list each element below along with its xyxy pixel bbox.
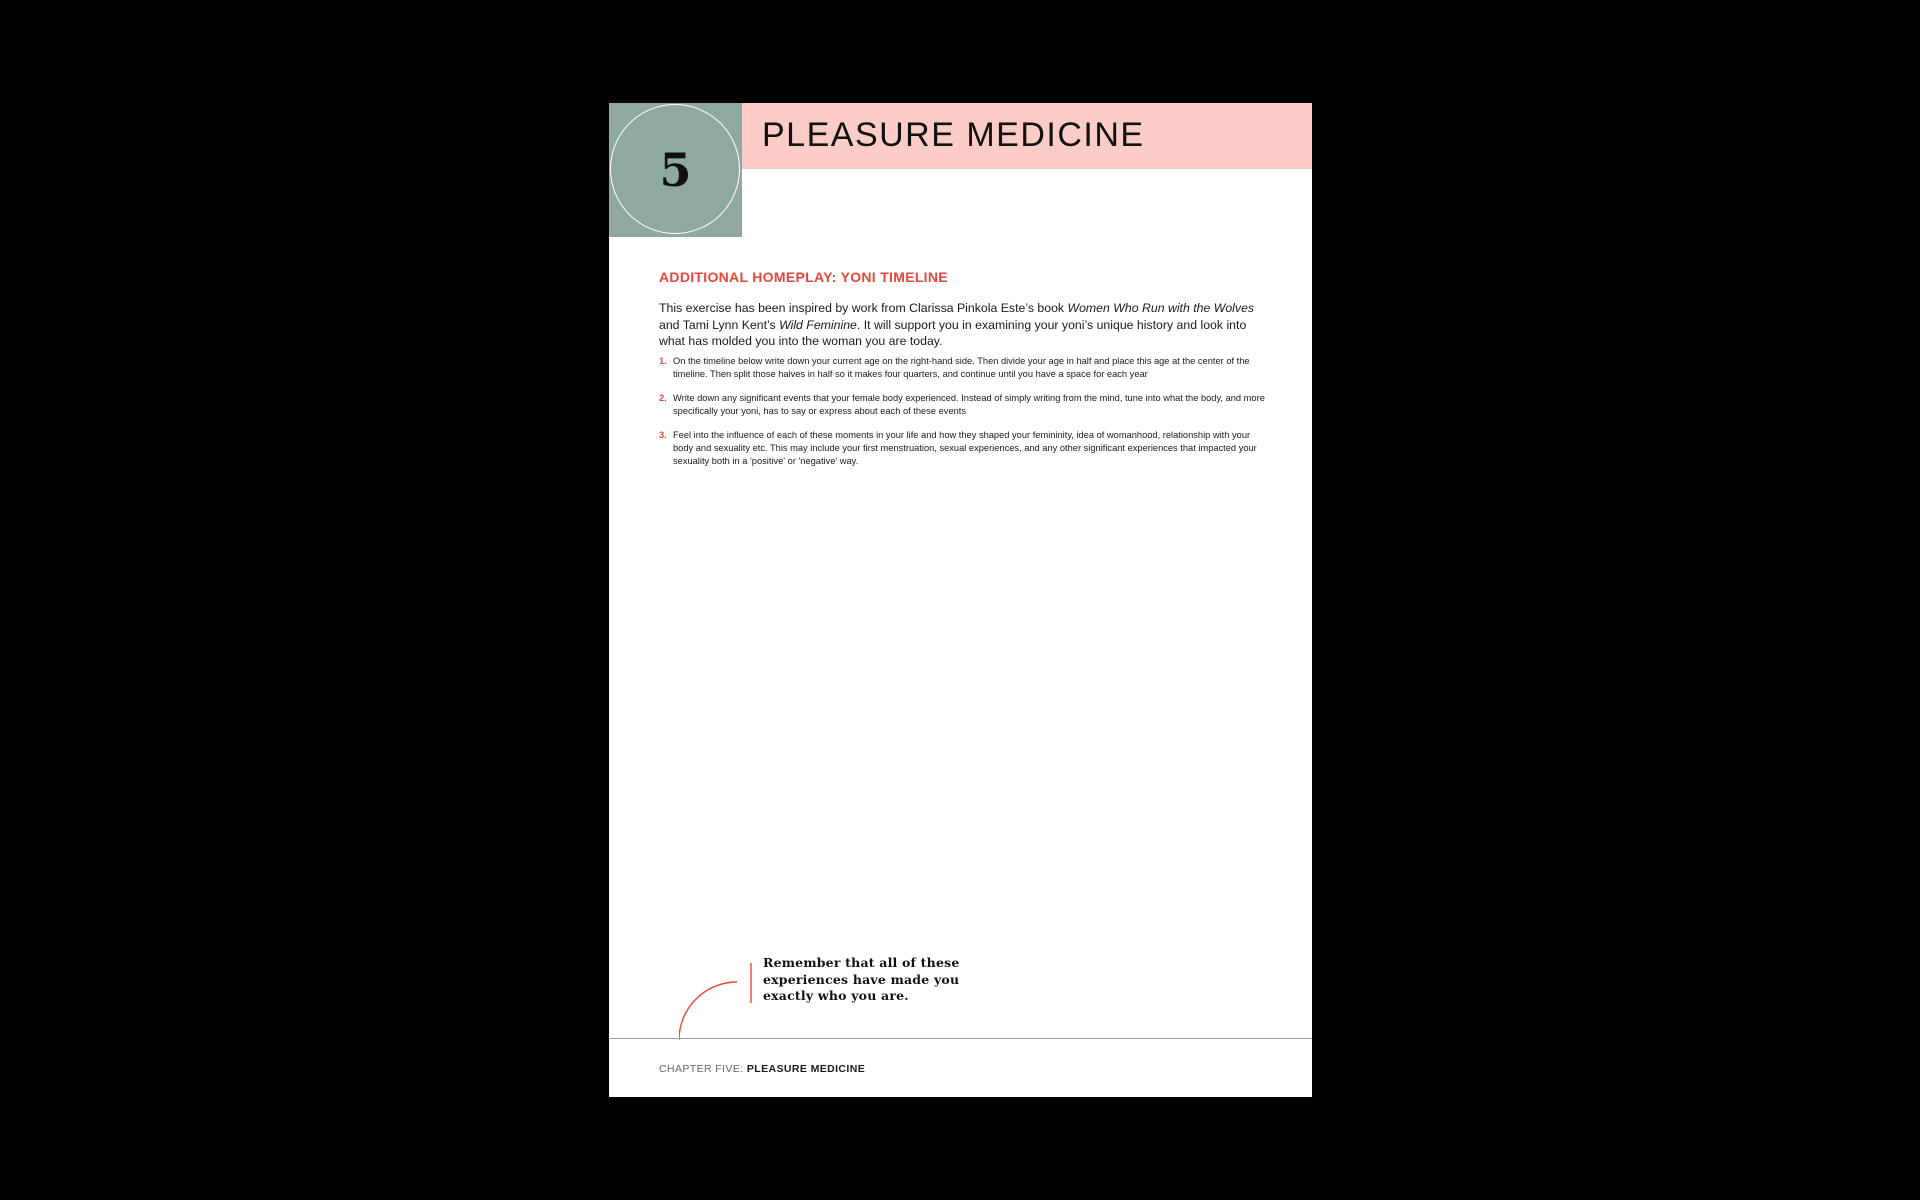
chapter-number: 5 xyxy=(659,143,692,197)
steps-list xyxy=(659,355,1271,479)
intro-text-part1: This exercise has been inspired by work from Clarissa Pinkola Este’s book xyxy=(659,301,1068,315)
document-page xyxy=(609,103,1312,1097)
step-number: 3. xyxy=(659,430,667,440)
step-item xyxy=(659,355,1271,381)
step-number: 2. xyxy=(659,393,667,403)
intro-paragraph xyxy=(659,300,1271,350)
intro-book-title-2: Wild Feminine xyxy=(779,317,857,332)
pull-quote: Remember that all of these experiences have made you exactly who you are. xyxy=(763,955,960,1003)
step-item xyxy=(659,392,1271,418)
intro-book-title-1: Women Who Run with the Wolves xyxy=(1067,301,1255,315)
footer-prefix: CHAPTER FIVE: xyxy=(659,1063,747,1075)
intro-text-part3: . It will support you in examining your yoni’s unique history and look into what has molded you into the woman you are today. xyxy=(659,317,1247,348)
step-item xyxy=(659,429,1271,468)
footer-divider xyxy=(609,1038,1312,1039)
section-heading: ADDITIONAL HOMEPLAY: YONI TIMELINE xyxy=(659,269,948,285)
intro-text-part2: and Tami Lynn Kent’s xyxy=(659,317,780,332)
chapter-number-block xyxy=(609,103,742,237)
step-text: On the timeline below write down your current age on the right-hand side. Then divide your age in half and place this age at the center of the timeline. Then split those halves in half so it makes four quarters, and continue until you have a space for each year xyxy=(673,356,1250,379)
page-footer xyxy=(659,1063,865,1075)
step-number: 1. xyxy=(659,356,667,366)
footer-title: PLEASURE MEDICINE xyxy=(746,1063,866,1075)
step-text: Feel into the influence of each of these moments in your life and how they shaped your femininity, idea of womanhood, relationship with your body and sexuality etc. This may include your first menstruation, sexual experiences, and any other significant experiences that impacted your sexuality both in a 'positive' or 'negative' way. xyxy=(673,430,1257,466)
chapter-title: PLEASURE MEDICINE xyxy=(762,116,1145,154)
step-text: Write down any significant events that your female body experienced. Instead of simply writing from the mind, tune into what the body, and more specifically your yoni, has to say or express about each of these events xyxy=(673,393,1265,416)
quote-decoration-arc xyxy=(679,958,769,1043)
